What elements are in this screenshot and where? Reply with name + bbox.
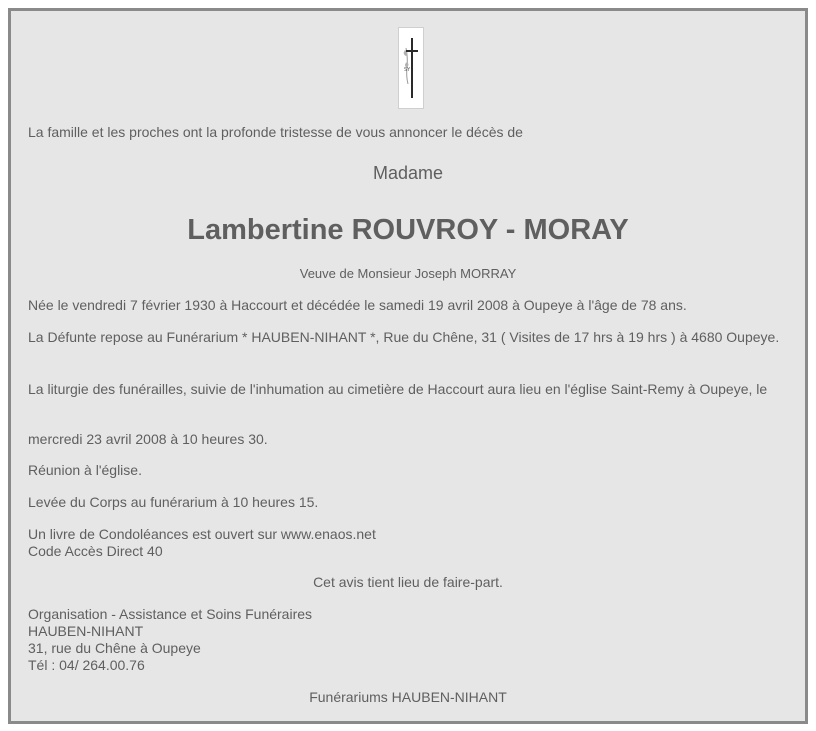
intro-text: La famille et les proches ont la profonde tristesse de vous annoncer le décès de [28,124,523,140]
access-code-text: Code Accès Direct 40 [28,543,163,559]
organisation-phone: Tél : 04/ 264.00.76 [28,657,145,673]
liturgy-text: La liturgie des funérailles, suivie de l'inhumation au cimetière de Haccourt aura lieu en l'église Saint-Remy à Oupeye, le [28,381,768,397]
organisation-line: Organisation - Assistance et Soins Funéraires [28,606,313,622]
cross-icon [398,27,424,109]
obituary-notice [8,8,808,724]
condolences-block [28,526,788,560]
birth-death-text: Née le vendredi 7 février 1930 à Haccourt et décédée le samedi 19 avril 2008 à Oupeye à l'âge de 78 ans. [28,297,687,313]
faire-part-text: Cet avis tient lieu de faire-part. [313,574,503,590]
organisation-address: 31, rue du Chêne à Oupeye [28,640,201,656]
rest-location-text: La Défunte repose au Funérarium * HAUBEN-NIHANT *, Rue du Chêne, 31 ( Visites de 17 hrs à 19 hrs ) à 4680 Oupeye. [28,329,780,345]
condolences-link-text[interactable]: Un livre de Condoléances est ouvert sur www.enaos.net [28,526,376,542]
organisation-block [28,606,788,674]
svg-text:SY: SY [404,67,411,73]
salutation: Madame [372,163,444,183]
organisation-name: HAUBEN-NIHANT [28,623,144,639]
footer-text: Funérariums HAUBEN-NIHANT [309,689,507,705]
deceased-name: Lambertine ROUVROY - MORAY [187,214,629,246]
levee-text: Levée du Corps au funérarium à 10 heures 15. [28,494,319,510]
widow-of-text: Veuve de Monsieur Joseph MORRAY [299,266,517,281]
funeral-date-text: mercredi 23 avril 2008 à 10 heures 30. [28,431,268,447]
meeting-text: Réunion à l'église. [28,462,142,478]
